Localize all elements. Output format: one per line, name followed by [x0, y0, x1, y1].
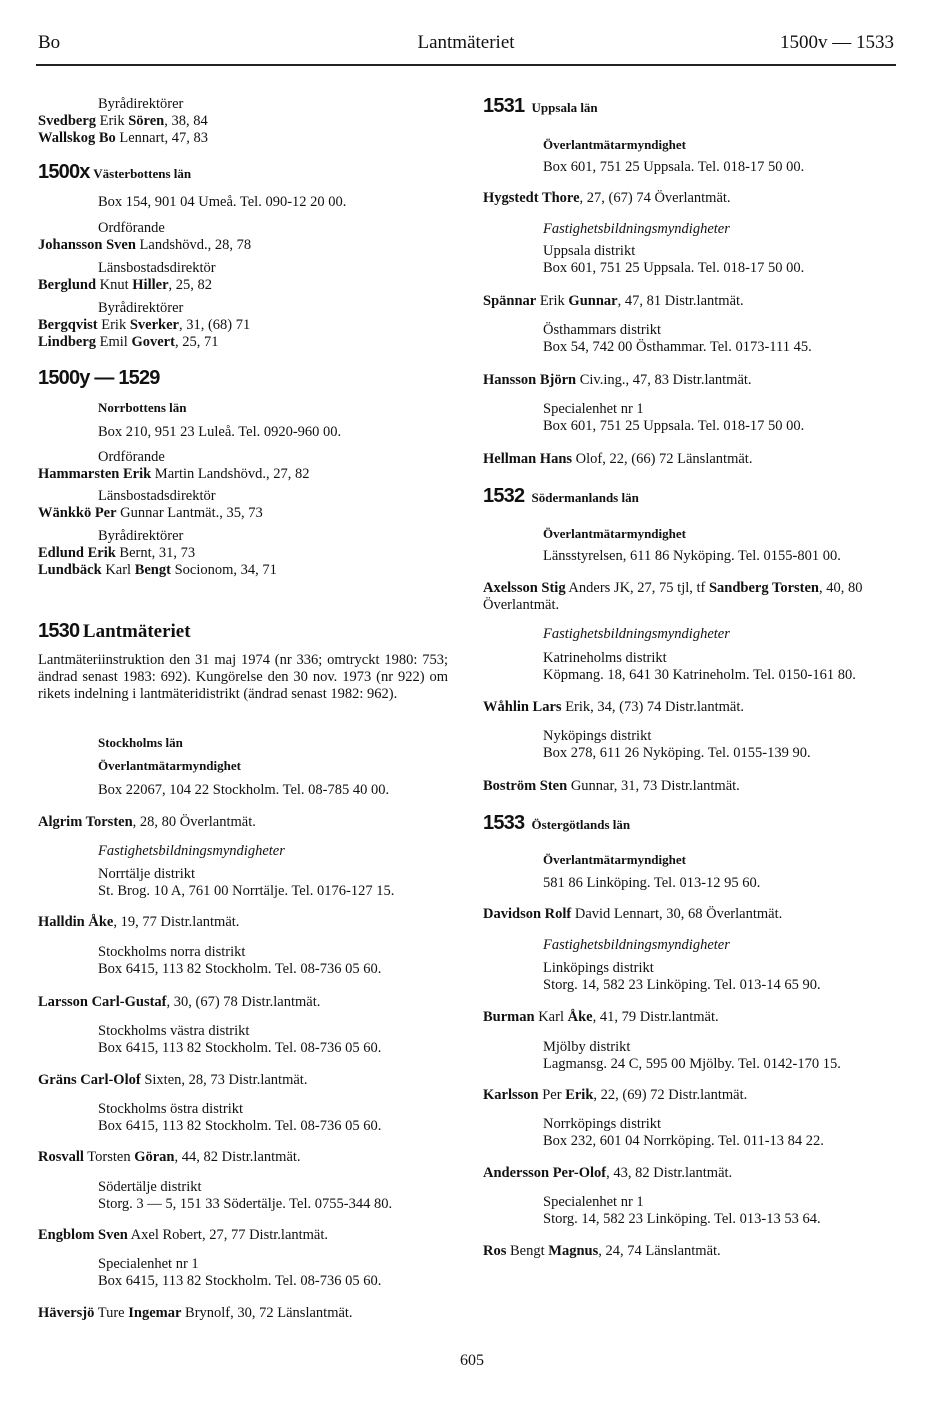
district-address: Box 6415, 113 82 Stockholm. Tel. 08-736 05 60.: [98, 1118, 382, 1134]
title-byradirektorer: Byrådirektörer: [98, 96, 184, 112]
entry: Rosvall Torsten Göran, 44, 82 Distr.lantmät.: [38, 1149, 301, 1165]
section-heading-1500y: 1500y — 1529: [38, 367, 160, 389]
entry: Halldin Åke, 19, 77 Distr.lantmät.: [38, 914, 240, 930]
role-title: Ordförande: [98, 449, 165, 465]
district-name: Stockholms norra distrikt: [98, 944, 246, 960]
role-title: Byrådirektörer: [98, 528, 184, 544]
district-address: Box 6415, 113 82 Stockholm. Tel. 08-736 05 60.: [98, 961, 382, 977]
entry: Boström Sten Gunnar, 31, 73 Distr.lantmät.: [483, 778, 740, 794]
district-address: St. Brog. 10 A, 761 00 Norrtälje. Tel. 0176-127 15.: [98, 883, 395, 899]
district-address: Box 6415, 113 82 Stockholm. Tel. 08-736 05 60.: [98, 1040, 382, 1056]
district-address: Storg. 14, 582 23 Linköping. Tel. 013-13 53 64.: [543, 1211, 821, 1227]
entry: Lundbäck Karl Bengt Socionom, 34, 71: [38, 562, 277, 578]
entry: Davidson Rolf David Lennart, 30, 68 Överlantmät.: [483, 906, 783, 922]
entry: Algrim Torsten, 28, 80 Överlantmät.: [38, 814, 256, 830]
entry: Lindberg Emil Govert, 25, 71: [38, 334, 219, 350]
subheading-fastighet: Fastighetsbildningsmyndigheter: [98, 843, 285, 859]
entry: Burman Karl Åke, 41, 79 Distr.lantmät.: [483, 1009, 719, 1025]
role-title: Ordförande: [98, 220, 165, 236]
authority-name: Överlantmätarmyndighet: [98, 758, 241, 773]
entry: Larsson Carl-Gustaf, 30, (67) 78 Distr.lantmät.: [38, 994, 321, 1010]
entry: Häversjö Ture Ingemar Brynolf, 30, 72 Länslantmät.: [38, 1305, 353, 1321]
district-name: Östhammars distrikt: [543, 322, 662, 338]
county-name: Norrbottens län: [98, 400, 187, 415]
page-number: 605: [460, 1352, 484, 1369]
entry: Edlund Erik Bernt, 31, 73: [38, 545, 196, 561]
district-address: Box 54, 742 00 Östhammar. Tel. 0173-111 45.: [543, 339, 812, 355]
district-name: Specialenhet nr 1: [543, 401, 644, 417]
address: Box 601, 751 25 Uppsala. Tel. 018-17 50 00.: [543, 159, 805, 175]
role-title: Länsbostadsdirektör: [98, 488, 216, 504]
district-name: Norrtälje distrikt: [98, 866, 196, 882]
district-name: Stockholms västra distrikt: [98, 1023, 250, 1039]
entry: Svedberg Erik Sören, 38, 84: [38, 113, 208, 129]
district-address: Box 232, 601 04 Norrköping. Tel. 011-13 84 22.: [543, 1133, 824, 1149]
section-heading-1532: 1532 Södermanlands län: [483, 485, 639, 507]
entry: Hygstedt Thore, 27, (67) 74 Överlantmät.: [483, 190, 731, 206]
authority-name: Överlantmätarmyndighet: [543, 137, 686, 152]
entry: Johansson Sven Landshövd., 28, 78: [38, 237, 252, 253]
entry: Wåhlin Lars Erik, 34, (73) 74 Distr.lantmät.: [483, 699, 744, 715]
entry: Spännar Erik Gunnar, 47, 81 Distr.lantmät.: [483, 293, 744, 309]
entry: Ros Bengt Magnus, 24, 74 Länslantmät.: [483, 1243, 721, 1259]
address: 581 86 Linköping. Tel. 013-12 95 60.: [543, 875, 761, 891]
regulation-paragraph: Lantmäteriinstruktion den 31 maj 1974 (nr 336; omtryckt 1980: 753; ändrad senast 1983: 692). Kungörelse den 30 nov. 1973 (nr 922) om rikets indelning i lantmäteridistrikt (ändrad senast 1982: 962).: [38, 652, 448, 702]
district-address: Lagmansg. 24 C, 595 00 Mjölby. Tel. 0142-170 15.: [543, 1056, 841, 1072]
page-header: [38, 32, 894, 58]
district-address: Storg. 14, 582 23 Linköping. Tel. 013-14 65 90.: [543, 977, 821, 993]
section-heading-1531: 1531 Uppsala län: [483, 95, 598, 117]
subheading-fastighet: Fastighetsbildningsmyndigheter: [543, 937, 730, 953]
header-title: Lantmäteriet: [417, 32, 515, 53]
district-name: Specialenhet nr 1: [98, 1256, 199, 1272]
address: Box 22067, 104 22 Stockholm. Tel. 08-785 40 00.: [98, 782, 390, 798]
district-name: Norrköpings distrikt: [543, 1116, 662, 1132]
role-title: Länsbostadsdirektör: [98, 260, 216, 276]
district-name: Katrineholms distrikt: [543, 650, 667, 666]
authority-name: Överlantmätarmyndighet: [543, 852, 686, 867]
entry: Axelsson Stig Anders JK, 27, 75 tjl, tf Sandberg Torsten, 40, 80: [483, 580, 863, 596]
section-heading-1500x: 1500x Västerbottens län: [38, 161, 192, 183]
entry: Wallskog Bo Lennart, 47, 83: [38, 130, 208, 146]
entry: Bergqvist Erik Sverker, 31, (68) 71: [38, 317, 251, 333]
section-heading-1533: 1533 Östergötlands län: [483, 812, 631, 834]
header-left: Bo: [38, 32, 61, 53]
district-address: Box 6415, 113 82 Stockholm. Tel. 08-736 05 60.: [98, 1273, 382, 1289]
entry: Berglund Knut Hiller, 25, 82: [38, 277, 213, 293]
district-name: Stockholms östra distrikt: [98, 1101, 243, 1117]
entry: Andersson Per-Olof, 43, 82 Distr.lantmät.: [483, 1165, 733, 1181]
subheading-fastighet: Fastighetsbildningsmyndigheter: [543, 221, 730, 237]
authority-name: Överlantmätarmyndighet: [543, 526, 686, 541]
district-address: Box 278, 611 26 Nyköping. Tel. 0155-139 90.: [543, 745, 811, 761]
subheading-fastighet: Fastighetsbildningsmyndigheter: [543, 626, 730, 642]
entry: Wänkkö Per Gunnar Lantmät., 35, 73: [38, 505, 263, 521]
address: Box 210, 951 23 Luleå. Tel. 0920-960 00.: [98, 424, 342, 440]
entry: Engblom Sven Axel Robert, 27, 77 Distr.lantmät.: [38, 1227, 329, 1243]
entry: Hammarsten Erik Martin Landshövd., 27, 82: [38, 466, 310, 482]
header-rule: [36, 64, 896, 66]
entry: Hansson Björn Civ.ing., 47, 83 Distr.lantmät.: [483, 372, 752, 388]
address: Länsstyrelsen, 611 86 Nyköping. Tel. 0155-801 00.: [543, 548, 841, 564]
district-name: Nyköpings distrikt: [543, 728, 652, 744]
entry: Karlsson Per Erik, 22, (69) 72 Distr.lantmät.: [483, 1087, 748, 1103]
district-name: Uppsala distrikt: [543, 243, 636, 259]
district-name: Mjölby distrikt: [543, 1039, 631, 1055]
district-address: Box 601, 751 25 Uppsala. Tel. 018-17 50 00.: [543, 260, 805, 276]
header-range: 1500v — 1533: [780, 32, 894, 53]
district-address: Box 601, 751 25 Uppsala. Tel. 018-17 50 00.: [543, 418, 805, 434]
address: Box 154, 901 04 Umeå. Tel. 090-12 20 00.: [98, 194, 347, 210]
district-name: Specialenhet nr 1: [543, 1194, 644, 1210]
entry-continuation: Överlantmät.: [483, 597, 560, 613]
section-heading-1530: 1530 Lantmäteriet: [38, 620, 191, 642]
district-address: Köpmang. 18, 641 30 Katrineholm. Tel. 0150-161 80.: [543, 667, 856, 683]
district-name: Södertälje distrikt: [98, 1179, 202, 1195]
entry: Gräns Carl-Olof Sixten, 28, 73 Distr.lantmät.: [38, 1072, 308, 1088]
county-name: Stockholms län: [98, 735, 183, 750]
district-name: Linköpings distrikt: [543, 960, 654, 976]
entry: Hellman Hans Olof, 22, (66) 72 Länslantmät.: [483, 451, 753, 467]
district-address: Storg. 3 — 5, 151 33 Södertälje. Tel. 0755-344 80.: [98, 1196, 393, 1212]
role-title: Byrådirektörer: [98, 300, 184, 316]
